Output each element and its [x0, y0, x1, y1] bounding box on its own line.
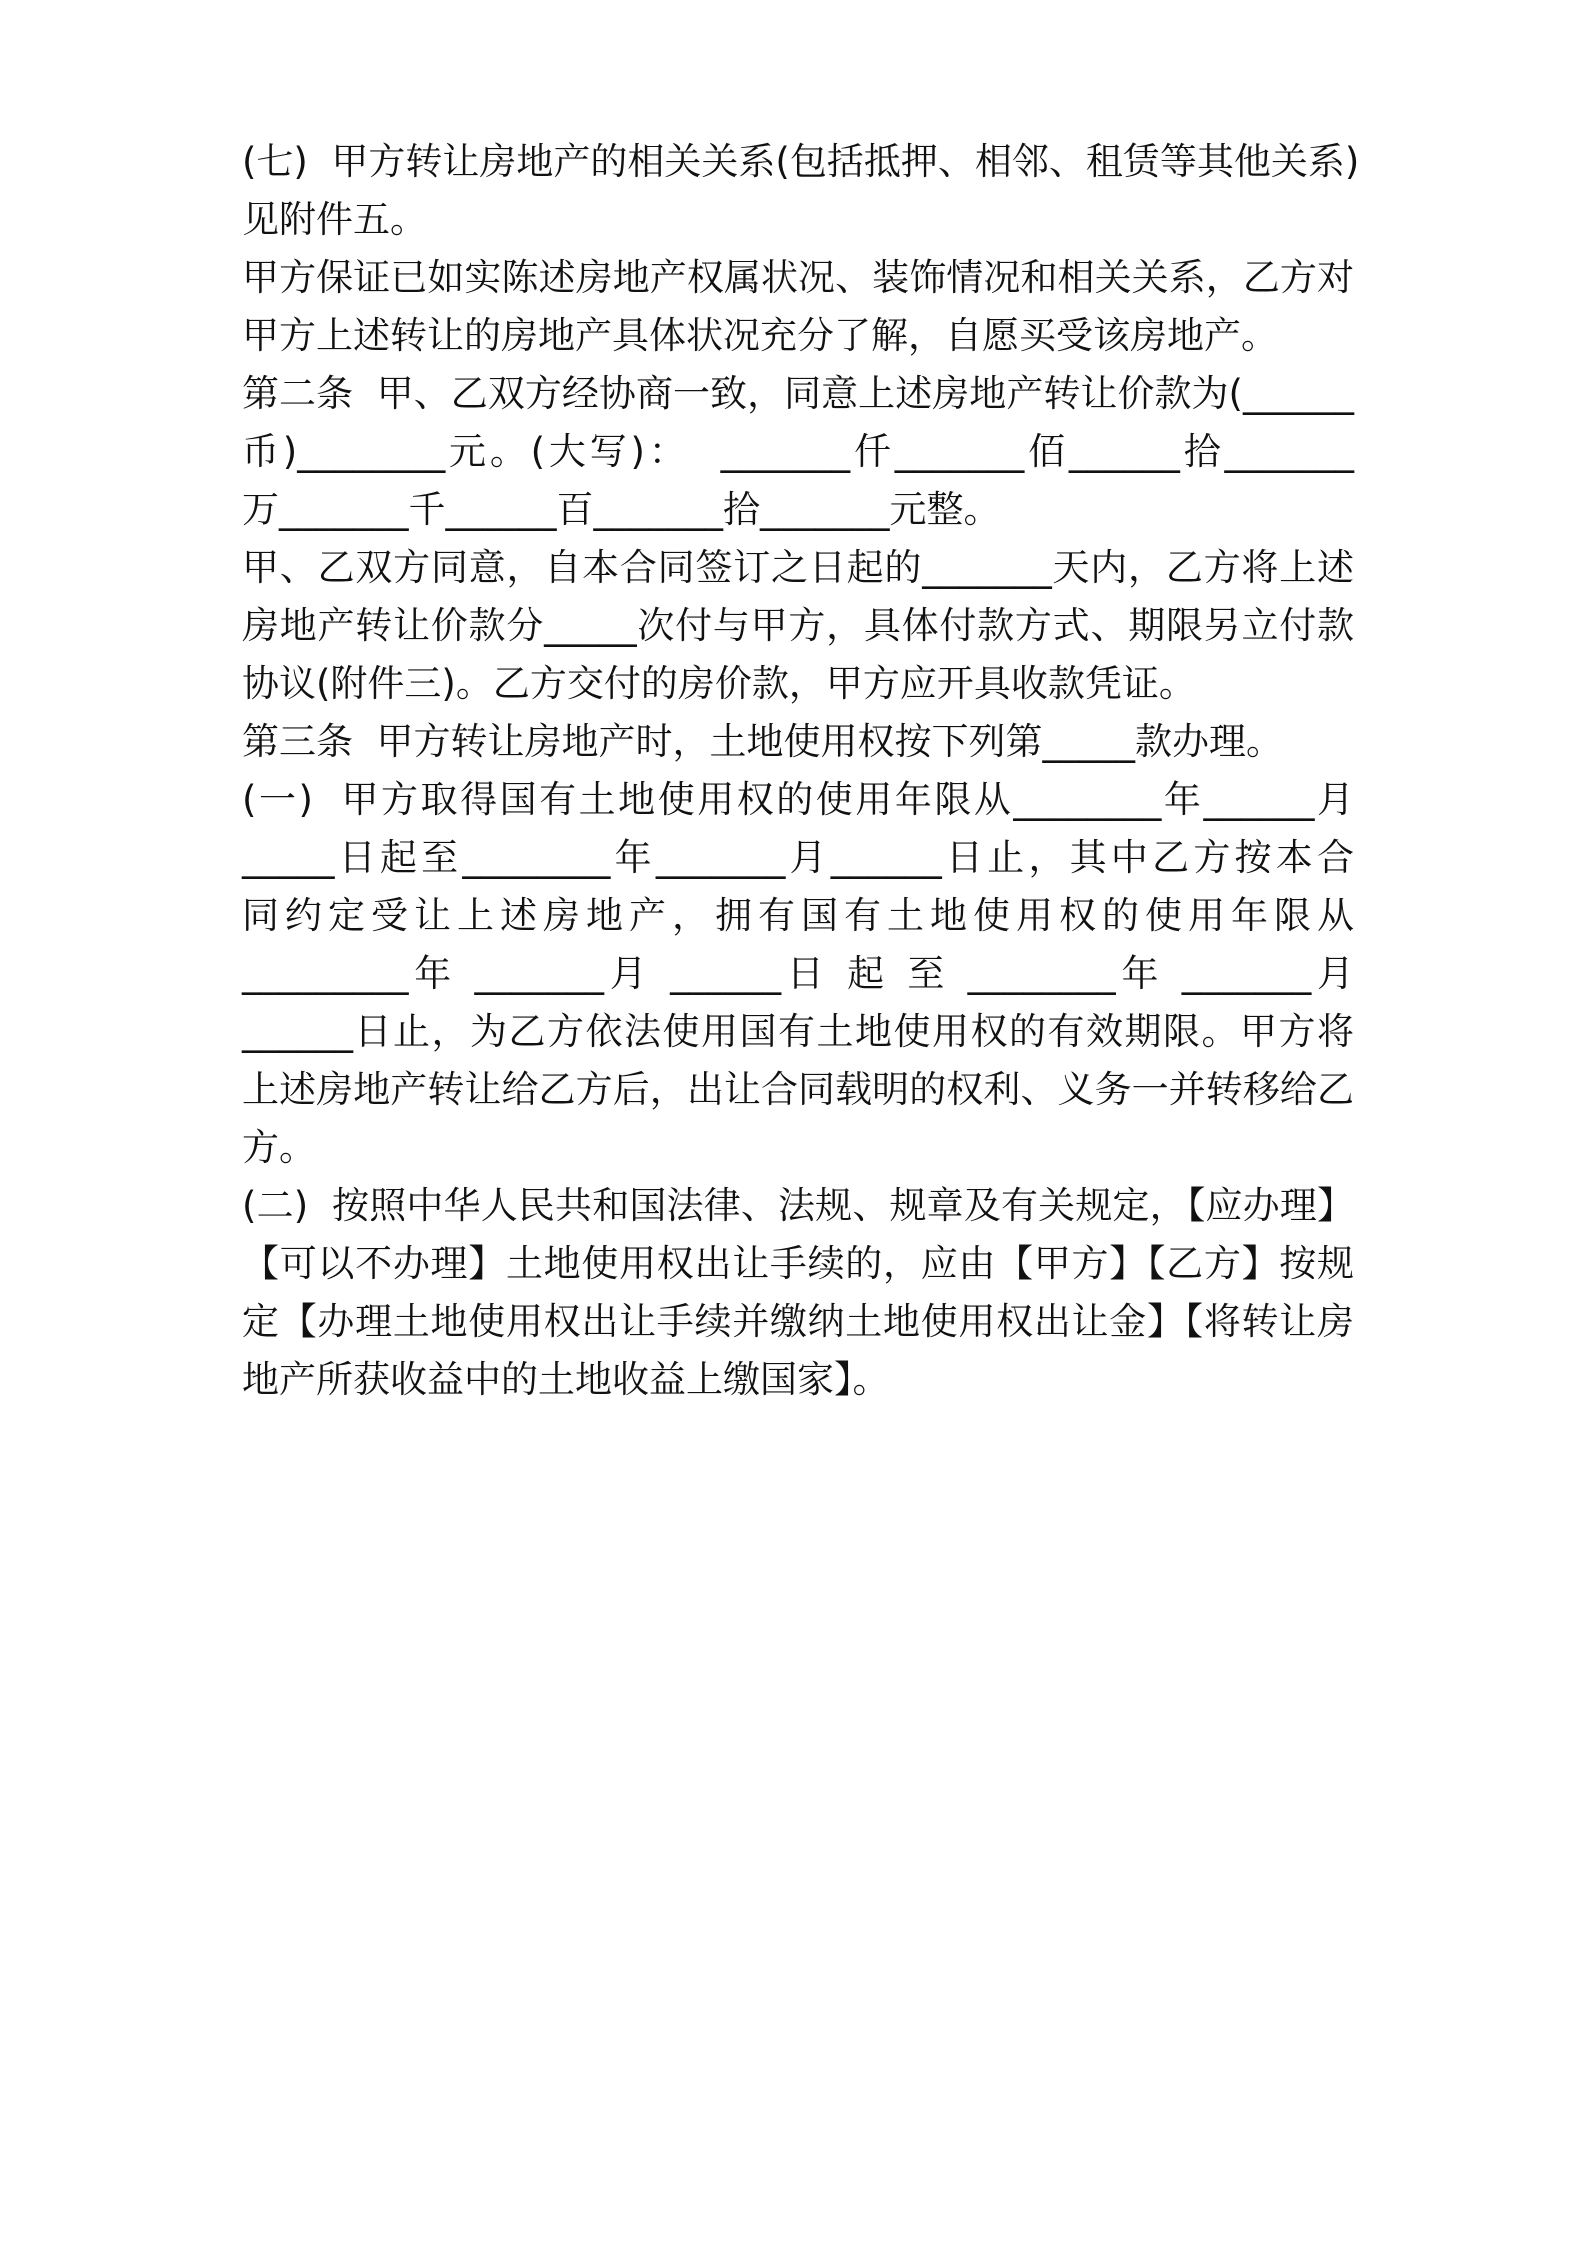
- item-2-line-4: 地产所获收益中的土地收益上缴国家】。: [242, 1358, 890, 1401]
- clause-7-line-2: 见附件五。: [242, 198, 427, 241]
- guarantee-line-1: 甲方保证已如实陈述房地产权属状况、装饰情况和相关关系，乙方对: [242, 256, 1354, 299]
- item-1-line-3: 同约定受让上述房地产，拥有国有土地使用权的使用年限从: [242, 894, 1354, 937]
- article-2-line-1: 第二条 甲、乙双方经协商一致，同意上述房地产转让价款为(______: [242, 372, 1354, 415]
- item-2-line-3: 定【办理土地使用权出让手续并缴纳土地使用权出让金】【将转让房: [242, 1300, 1354, 1343]
- item-1-line-7: 方。: [242, 1126, 316, 1169]
- item-2-line-1: (二) 按照中华人民共和国法律、法规、规章及有关规定，【应办理】: [242, 1184, 1354, 1227]
- article-2-line-3: 万_______千______百_______拾_______元整。: [242, 488, 1001, 531]
- article-2-line-2: 币)________元。(大写)： _______仟_______佰______拾_______: [242, 430, 1354, 473]
- payment-line-1: 甲、乙双方同意，自本合同签订之日起的_______天内，乙方将上述: [242, 546, 1354, 589]
- payment-line-2: 房地产转让价款分_____次付与甲方，具体付款方式、期限另立付款: [242, 604, 1354, 647]
- item-2-line-2: 【可以不办理】土地使用权出让手续的，应由【甲方】【乙方】按规: [242, 1242, 1354, 1285]
- item-1-line-5: ______日止，为乙方依法使用国有土地使用权的有效期限。甲方将: [242, 1010, 1354, 1053]
- item-1-line-2: _____日起至________年_______月______日止，其中乙方按本合: [242, 836, 1354, 879]
- item-1-line-6: 上述房地产转让给乙方后，出让合同载明的权利、义务一并转移给乙: [242, 1068, 1354, 1111]
- payment-line-3: 协议(附件三)。乙方交付的房价款，甲方应开具收款凭证。: [242, 662, 1196, 705]
- guarantee-line-2: 甲方上述转让的房地产具体状况充分了解，自愿买受该房地产。: [242, 314, 1278, 357]
- clause-7-line-1: (七) 甲方转让房地产的相关关系(包括抵押、相邻、租赁等其他关系): [242, 140, 1360, 183]
- article-3-line-1: 第三条 甲方转让房地产时，土地使用权按下列第_____款办理。: [242, 720, 1284, 763]
- item-1-line-4: _________年 _______月 ______日 起 至 ________年 _______月: [242, 952, 1354, 995]
- item-1-line-1: (一) 甲方取得国有土地使用权的使用年限从________年______月: [242, 778, 1354, 821]
